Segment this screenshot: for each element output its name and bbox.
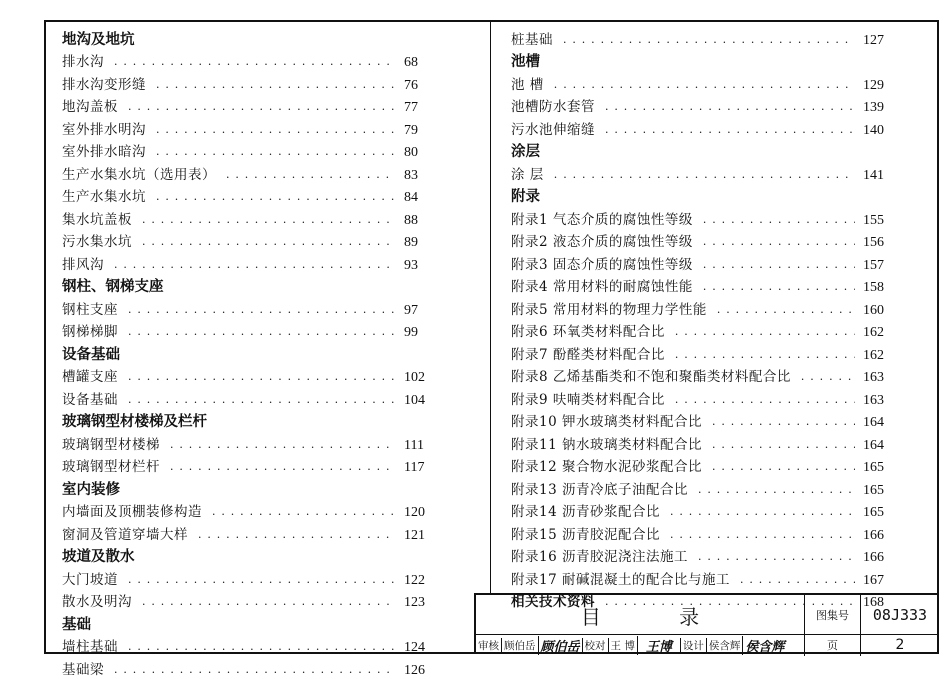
toc-entry-title: 附录3 固态介质的腐蚀性等级 [511,256,693,273]
reviewer-signature: 顾伯岳 [538,636,582,655]
toc-entry-page: 122 [404,572,425,588]
toc-entry[interactable] [511,161,891,184]
toc-entry[interactable] [62,634,432,657]
toc-entry[interactable] [511,521,891,544]
toc-entry[interactable] [511,364,891,387]
page-number: 2 [895,636,905,653]
toc-entry[interactable] [511,206,891,229]
toc-entry-title: 池 槽 [511,76,544,93]
toc-entry-page: 162 [863,347,884,363]
toc-entry-title: 室外排水暗沟 [62,144,146,160]
toc-entry[interactable] [62,319,432,342]
toc-entry-title: 附录8 乙烯基酯类和不饱和聚酯类材料配合比 [511,369,791,385]
dot-leader [675,349,855,361]
toc-entry-title: 散水及明沟 [62,594,132,610]
toc-entry-title: 槽罐支座 [62,369,118,385]
dot-leader [142,596,396,608]
dot-leader [712,416,855,428]
dot-leader [156,191,396,203]
dot-leader [675,394,855,406]
toc-entry[interactable] [62,251,432,274]
toc-entry[interactable] [511,274,891,297]
toc-entry[interactable] [62,206,432,229]
toc-entry-page: 166 [863,527,884,543]
atlas-number-label: 图集号 [816,608,849,622]
dot-leader [712,461,855,473]
toc-entry-page: 102 [404,370,425,385]
toc-entry[interactable] [62,431,432,454]
dot-leader [698,484,855,496]
toc-entry-page: 156 [863,235,884,250]
section-heading: 基础 [62,616,91,633]
toc-entry-page: 76 [404,77,418,93]
dot-leader [605,101,855,113]
toc-entry-title: 排风沟 [62,256,104,273]
toc-entry-page: 158 [863,280,884,295]
dot-leader [740,574,855,586]
toc-entry-title: 地沟盖板 [62,99,118,115]
toc-entry-title: 内墙面及顶棚装修构造 [62,504,202,520]
dot-leader [142,236,396,248]
toc-entry-title: 生产水集水坑（选用表） [62,166,216,183]
section-heading: 地沟及地坑 [62,31,135,48]
dot-leader [703,281,855,293]
dot-leader [170,439,396,451]
section-heading: 设备基础 [62,346,120,363]
toc-entry-page: 83 [404,167,418,183]
checker-signature: 王博 [637,636,680,655]
signature-row [476,636,804,654]
toc-entry-title: 涂 层 [511,166,544,183]
toc-entry-page: 123 [404,595,425,610]
dot-leader [170,461,396,473]
dot-leader [128,394,396,406]
toc-entry[interactable] [62,296,432,319]
toc-entry-page: 97 [404,302,418,318]
dot-leader [212,506,396,518]
toc-entry-title: 排水沟 [62,54,104,70]
toc-entry-page: 117 [404,460,425,475]
toc-entry-page: 93 [404,257,418,273]
section-heading: 涂层 [511,144,540,160]
toc-entry-title: 附录12 聚合物水泥砂浆配合比 [511,459,702,475]
toc-entry-page: 121 [404,527,425,543]
dot-leader [128,326,396,338]
toc-entry[interactable] [511,229,891,252]
toc-entry-title: 钢柱支座 [62,301,118,318]
toc-entry-page: 165 [863,460,884,475]
toc-entry-page: 167 [863,572,884,588]
review-label: 审核 [478,639,499,652]
column-divider [490,20,491,593]
section-heading: 池槽 [511,54,540,70]
toc-entry-title: 附录16 沥青胶泥浇注法施工 [511,549,688,565]
toc-entry[interactable] [62,521,432,544]
toc-entry-title: 附录14 沥青砂浆配合比 [511,504,660,520]
toc-entry-page: 88 [404,212,418,228]
toc-entry[interactable] [62,139,432,162]
toc-entry-title: 相关技术资料 [511,594,595,610]
toc-entry-title: 附录5 常用材料的物理力学性能 [511,301,707,318]
toc-entry-page: 165 [863,482,884,498]
toc-entry-page: 77 [404,100,418,115]
toc-entry-page: 160 [863,302,884,318]
toc-entry-title: 墙柱基础 [62,639,118,655]
dot-leader [703,214,855,226]
toc-entry[interactable] [62,71,432,94]
dot-leader [226,169,396,181]
toc-entry[interactable] [511,341,891,364]
atlas-number: 08J333 [872,605,928,624]
toc-entry[interactable] [511,454,891,477]
toc-entry-page: 124 [404,640,425,655]
toc-entry-title: 附录11 钠水玻璃类材料配合比 [511,436,702,453]
dot-leader [114,664,396,676]
toc-entry[interactable] [511,431,891,454]
toc-entry-title: 设备基础 [62,391,118,408]
toc-entry[interactable] [511,566,891,589]
dot-leader [675,326,855,338]
toc-entry-title: 基础梁 [62,661,104,678]
toc-entry-title: 污水池伸缩缝 [511,121,595,138]
title-block [474,593,939,654]
toc-entry-page: 166 [863,550,884,565]
toc-entry-title: 排水沟变形缝 [62,76,146,93]
dot-leader [801,371,855,383]
toc-entry-page: 163 [863,370,884,385]
toc-entry-title: 大门坡道 [62,571,118,588]
toc-entry[interactable] [62,364,432,387]
reviewer-name: 顾伯岳 [501,638,538,653]
toc-entry-title: 附录4 常用材料的耐腐蚀性能 [511,279,693,295]
toc-entry-page: 111 [404,437,424,453]
dot-leader [554,79,855,91]
toc-entry-title: 池槽防水套管 [511,99,595,115]
toc-entry-page: 127 [863,32,884,48]
toc-entry[interactable] [62,116,432,139]
toc-entry[interactable] [511,476,891,499]
section-heading: 室内装修 [62,481,120,498]
designer-signature: 侯含辉 [742,636,786,655]
toc-entry-title: 桩基础 [511,31,553,48]
toc-entry-title: 附录15 沥青胶泥配合比 [511,526,660,543]
toc-entry-page: 99 [404,325,418,340]
toc-entry-page: 165 [863,505,884,520]
toc-entry[interactable] [511,499,891,522]
dot-leader [698,551,855,563]
section-heading: 坡道及散水 [62,549,135,565]
toc-entry[interactable] [62,161,432,184]
toc-entry-title: 污水集水坑 [62,234,132,250]
dot-leader [670,529,855,541]
dot-leader [703,259,855,271]
dot-leader [156,146,396,158]
toc-entry[interactable] [62,229,432,252]
toc-entry[interactable] [511,544,891,567]
dot-leader [114,259,396,271]
dot-leader [712,439,855,451]
toc-entry-page: 80 [404,145,418,160]
toc-entry-page: 155 [863,212,884,228]
toc-entry[interactable] [511,26,891,49]
toc-left-column [62,26,432,679]
design-label: 设计 [680,638,706,653]
dot-leader [156,79,396,91]
toc-entry[interactable] [62,454,432,477]
toc-entry-page: 129 [863,77,884,93]
toc-entry-page: 164 [863,437,884,453]
toc-entry[interactable] [511,296,891,319]
designer-name: 侯含辉 [706,638,743,653]
page-label: 页 [827,638,838,652]
toc-entry-page: 120 [404,505,425,520]
title-block-title: 目 录 [580,605,736,629]
dot-leader [554,169,855,181]
toc-entry[interactable] [62,386,432,409]
dot-leader [142,214,396,226]
toc-entry[interactable] [62,499,432,522]
toc-entry-page: 126 [404,662,425,678]
toc-entry-page: 84 [404,190,418,205]
dot-leader [156,124,396,136]
dot-leader [128,101,396,113]
toc-entry[interactable] [62,49,432,72]
toc-entry-page: 164 [863,415,884,430]
toc-entry-page: 140 [863,122,884,138]
toc-entry-title: 集水坑盖板 [62,211,132,228]
toc-entry-title: 玻璃钢型材楼梯 [62,436,160,453]
toc-entry-title: 室外排水明沟 [62,121,146,138]
toc-entry[interactable] [511,71,891,94]
dot-leader [128,641,396,653]
toc-entry[interactable] [511,251,891,274]
dot-leader [717,304,855,316]
toc-entry-page: 162 [863,325,884,340]
dot-leader [605,124,855,136]
toc-entry-title: 附录17 耐碱混凝土的配合比与施工 [511,571,730,588]
dot-leader [703,236,855,248]
toc-entry-title: 附录9 呋喃类材料配合比 [511,391,665,408]
section-heading: 钢柱、钢梯支座 [62,279,164,295]
toc-entry-page: 157 [863,257,884,273]
checker-name: 王 博 [608,638,637,653]
toc-entry-title: 生产水集水坑 [62,189,146,205]
toc-right-column [511,26,891,611]
dot-leader [128,304,396,316]
toc-entry[interactable] [62,184,432,207]
toc-entry-title: 玻璃钢型材栏杆 [62,459,160,475]
toc-entry-title: 附录10 钾水玻璃类材料配合比 [511,414,702,430]
toc-entry-page: 104 [404,392,425,408]
toc-entry-page: 168 [863,595,884,610]
toc-entry[interactable] [511,409,891,432]
toc-entry[interactable] [511,116,891,139]
toc-entry-title: 钢梯梯脚 [62,324,118,340]
section-heading: 玻璃钢型材楼梯及栏杆 [62,414,207,430]
dot-leader [563,34,855,46]
toc-entry[interactable] [62,566,432,589]
toc-entry-title: 附录6 环氧类材料配合比 [511,324,665,340]
dot-leader [670,506,855,518]
dot-leader [128,371,396,383]
toc-entry-page: 163 [863,392,884,408]
toc-entry[interactable] [62,656,432,679]
toc-entry-page: 79 [404,122,418,138]
toc-entry-page: 139 [863,100,884,115]
toc-entry-page: 89 [404,235,418,250]
section-heading: 附录 [511,189,540,205]
toc-entry-page: 141 [863,167,884,183]
toc-entry[interactable] [62,94,432,117]
toc-entry-page: 68 [404,55,418,70]
check-label: 校对 [582,638,608,653]
toc-entry-title: 附录2 液态介质的腐蚀性等级 [511,234,693,250]
toc-entry[interactable] [62,589,432,612]
toc-entry[interactable] [511,386,891,409]
toc-entry[interactable] [511,94,891,117]
toc-entry-title: 附录13 沥青冷底子油配合比 [511,481,688,498]
toc-entry[interactable] [511,319,891,342]
toc-entry-title: 附录7 酚醛类材料配合比 [511,346,665,363]
toc-entry-title: 窗洞及管道穿墙大样 [62,526,188,543]
dot-leader [114,56,396,68]
dot-leader [128,574,396,586]
toc-entry-title: 附录1 气态介质的腐蚀性等级 [511,211,693,228]
dot-leader [198,529,396,541]
